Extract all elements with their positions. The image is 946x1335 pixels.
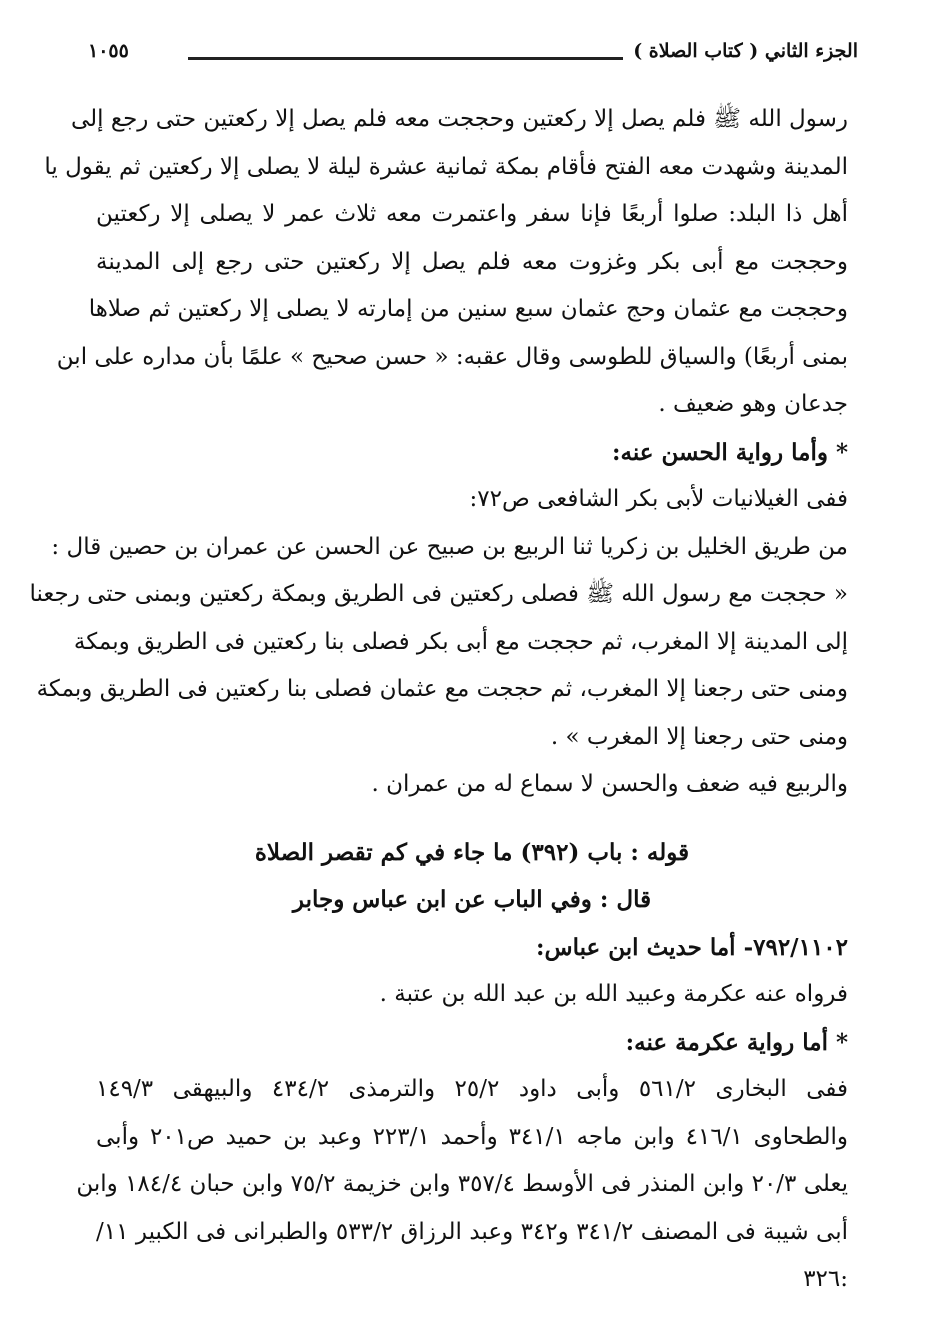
text-line: ففى الغيلانيات لأبى بكر الشافعى ص٧٢: xyxy=(469,486,848,512)
section-heading: * أما رواية عكرمة عنه: xyxy=(625,1028,848,1056)
text-line: المدينة وشهدت معه الفتح فأقام بمكة ثمانية عشرة ليلة لا يصلى إلا ركعتين ثم يقول يا xyxy=(44,153,848,180)
text-line: يعلى ٢٠/٣ وابن المنذر فى الأوسط ٣٥٧/٤ وابن خزيمة ٧٥/٢ وابن حبان ١٨٤/٤ وابن xyxy=(76,1171,848,1197)
section-heading: * وأما رواية الحسن عنه: xyxy=(612,438,848,466)
text-line: فرواه عنه عكرمة وعبيد الله بن عبد الله بن عتبة . xyxy=(379,981,848,1007)
text-line: أبى شيبة فى المصنف ٣٤١/٢ و٣٤٢ وعبد الرزاق ٥٣٣/٢ والطبرانى فى الكبير ١١/ xyxy=(96,1218,849,1245)
page-number: ١٠٥٥ xyxy=(88,40,129,62)
hadith-heading: ٧٩٢/١١٠٢- أما حديث ابن عباس: xyxy=(536,933,848,961)
text-line: من طريق الخليل بن زكريا ثنا الربيع بن صبيح عن الحسن عن عمران بن حصين قال : xyxy=(51,533,848,560)
text-line: أهل ذا البلد: صلوا أربعًا فإنا سفر واعتمرت معه ثلاث عمر لا يصلى إلا ركعتين xyxy=(96,201,848,227)
text-line: والطحاوى ٤١٦/١ وابن ماجه ٣٤١/١ وأحمد ٢٢٣/١ وعبد بن حميد ص٢٠١ وأبى xyxy=(96,1123,848,1150)
running-header xyxy=(88,40,858,72)
text-line: إلى المدينة إلا المغرب، ثم حججت مع أبى بكر فصلى بنا ركعتين فى الطريق وبمكة xyxy=(73,628,848,655)
text-line: :٣٢٦ xyxy=(803,1266,848,1292)
chapter-subheading: قال : وفي الباب عن ابن عباس وجابر xyxy=(292,886,652,913)
text-line: ومنى حتى رجعنا إلا المغرب، ثم حججت مع عثمان فصلى بنا ركعتين فى الطريق وبمكة xyxy=(36,676,848,702)
text-line: ففى البخارى ٥٦١/٢ وأبى داود ٢٥/٢ والترمذى ٤٣٤/٢ والبيهقى ١٤٩/٣ xyxy=(96,1076,849,1102)
text-line: « حججت مع رسول الله ﷺ فصلى ركعتين فى الطريق وبمكة ركعتين وبمنى حتى رجعنا xyxy=(29,581,848,607)
text-line: جدعان وهو ضعيف . xyxy=(658,391,848,417)
text-line: ومنى حتى رجعنا إلا المغرب » . xyxy=(550,723,848,750)
text-line: بمنى أربعًا) والسياق للطوسى وقال عقبه: « حسن صحيح » علمًا بأن مداره على ابن xyxy=(56,343,848,370)
header-title: الجزء الثاني ( كتاب الصلاة ) xyxy=(633,40,858,62)
text-line: وحججت مع عثمان وحج عثمان سبع سنين من إمارته لا يصلى إلا ركعتين ثم صلاها xyxy=(88,296,848,322)
chapter-heading: قوله : باب (٣٩٢) ما جاء في كم تقصر الصلاة xyxy=(254,838,690,866)
spacer xyxy=(96,809,848,829)
body-text xyxy=(29,96,849,1304)
header-rule xyxy=(188,57,623,60)
text-line: والربيع فيه ضعف والحسن لا سماع له من عمران . xyxy=(371,771,848,797)
text-line: رسول الله ﷺ فلم يصل إلا ركعتين وحججت معه فلم يصل إلا ركعتين حتى رجع إلى xyxy=(70,106,848,132)
text-line: وحججت مع أبى بكر وغزوت معه فلم يصل إلا ركعتين حتى رجع إلى المدينة xyxy=(96,248,848,275)
